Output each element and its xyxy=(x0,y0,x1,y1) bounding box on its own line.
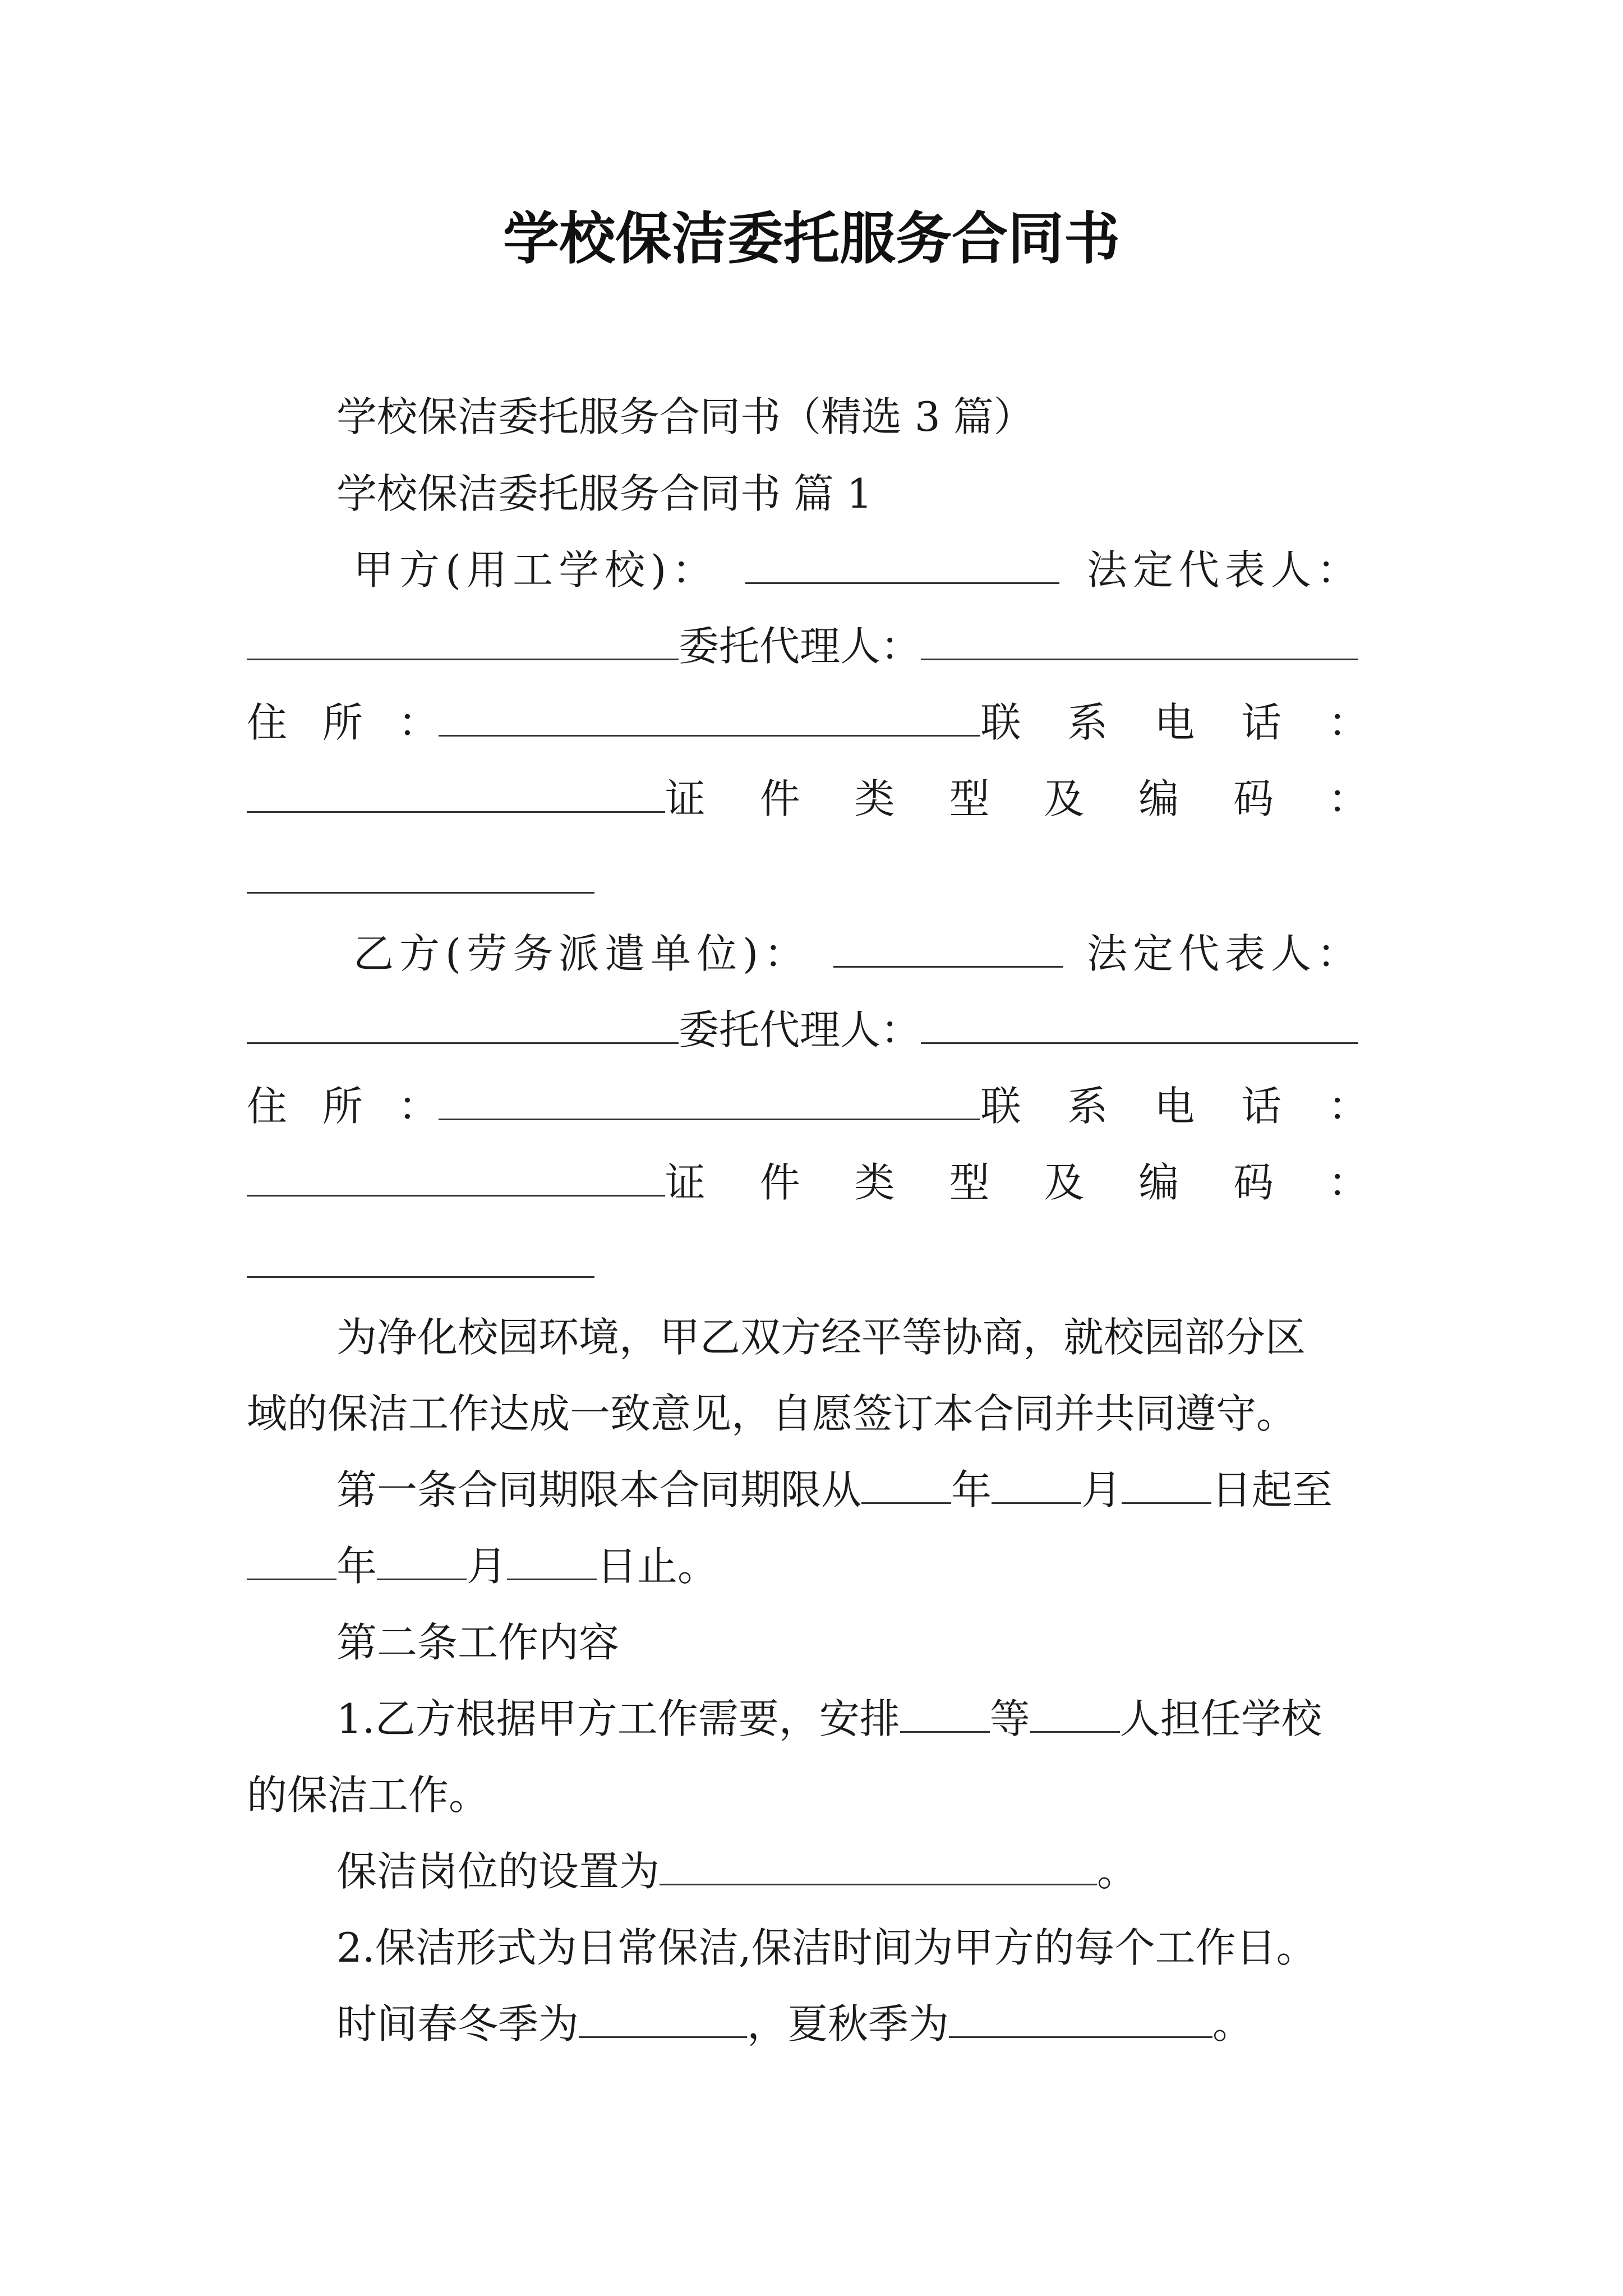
party-b-id-blank[interactable] xyxy=(247,1276,594,1278)
season-time-mid: ，夏秋季为 xyxy=(747,2000,949,2047)
article-1-day-to-label: 日止。 xyxy=(597,1543,718,1590)
start-year-blank[interactable] xyxy=(861,1462,951,1504)
party-b-id-label: 证 件 类 型 及 编 码 ： xyxy=(665,1159,1368,1206)
party-b-address-label: 住 所 ： xyxy=(247,1083,439,1130)
start-day-blank[interactable] xyxy=(1122,1462,1211,1504)
party-b-legal-rep-blank[interactable] xyxy=(247,1002,679,1044)
item-1-line-2: 的保洁工作。 xyxy=(247,1772,490,1819)
article-1-line-1 xyxy=(336,1462,1332,1518)
party-a-id-blank[interactable] xyxy=(247,892,594,894)
article-1-month-label: 月 xyxy=(1081,1466,1122,1513)
party-a-legal-rep-label: 法定代表人： xyxy=(1086,546,1363,593)
article-1-prefix: 第一条合同期限本合同期限从 xyxy=(336,1466,862,1513)
party-a-phone-label: 联 系 电 话 ： xyxy=(980,699,1368,746)
item-1-mid: 等 xyxy=(989,1695,1030,1742)
season-time-suffix: 。 xyxy=(1212,2000,1253,2047)
staff-name-blank[interactable] xyxy=(900,1691,990,1733)
end-month-blank[interactable] xyxy=(377,1538,467,1580)
intro-line-2: 域的保洁工作达成一致意见，自愿签订本合同并共同遵守。 xyxy=(247,1390,1297,1437)
subtitle-selection: 学校保洁委托服务合同书（精选 3 篇） xyxy=(336,393,1034,440)
season-time-line xyxy=(336,1996,1253,2052)
party-b-row xyxy=(353,926,1363,982)
item-1-suffix: 人担任学校 xyxy=(1119,1695,1322,1742)
party-b-agent-row xyxy=(247,1002,1380,1058)
staff-count-blank[interactable] xyxy=(1030,1691,1120,1733)
party-a-id-label: 证 件 类 型 及 编 码 ： xyxy=(665,775,1368,822)
party-a-agent-blank[interactable] xyxy=(921,618,1358,660)
party-a-address-row xyxy=(247,694,1368,751)
winter-time-blank[interactable] xyxy=(579,1996,747,2038)
start-month-blank[interactable] xyxy=(992,1462,1081,1504)
end-day-blank[interactable] xyxy=(507,1538,597,1580)
article-1-end-month-label: 月 xyxy=(467,1543,508,1590)
party-a-address-blank[interactable] xyxy=(439,694,981,737)
article-2-title: 第二条工作内容 xyxy=(336,1619,620,1666)
party-a-agent-label: 委托代理人： xyxy=(679,623,921,670)
party-b-legal-rep-label: 法定代表人： xyxy=(1086,930,1363,977)
post-setting-blank[interactable] xyxy=(660,1843,1097,1885)
article-1-day-from-label: 日起至 xyxy=(1211,1466,1333,1513)
item-1-line-1 xyxy=(336,1691,1322,1747)
party-a-phone-blank[interactable] xyxy=(247,771,665,813)
party-a-id-row xyxy=(247,771,1368,827)
item-1-prefix: 1.乙方根据甲方工作需要，安排 xyxy=(336,1695,900,1742)
post-setting-line xyxy=(336,1843,1137,1899)
party-a-name-blank[interactable] xyxy=(745,542,1059,584)
party-a-label: 甲方(用工学校)： xyxy=(353,546,718,593)
post-setting-prefix: 保洁岗位的设置为 xyxy=(336,1848,660,1895)
party-a-address-label: 住 所 ： xyxy=(247,699,439,746)
article-1-end-year-label: 年 xyxy=(336,1543,377,1590)
party-b-agent-label: 委托代理人： xyxy=(679,1006,921,1053)
article-1-line-2 xyxy=(247,1538,718,1594)
summer-time-blank[interactable] xyxy=(949,1996,1212,2038)
party-b-phone-label: 联 系 电 话 ： xyxy=(980,1083,1368,1130)
party-a-legal-rep-blank[interactable] xyxy=(247,618,679,660)
party-a-row xyxy=(353,542,1363,598)
season-time-prefix: 时间春冬季为 xyxy=(336,2000,579,2047)
post-setting-suffix: 。 xyxy=(1097,1848,1138,1895)
party-a-agent-row xyxy=(247,618,1380,674)
party-b-id-row xyxy=(247,1154,1368,1211)
party-b-label: 乙方(劳务派遣单位)： xyxy=(353,930,810,977)
party-b-name-blank[interactable] xyxy=(833,926,1063,968)
article-1-year-label: 年 xyxy=(951,1466,992,1513)
party-b-phone-blank[interactable] xyxy=(247,1154,665,1197)
intro-line-1: 为净化校园环境，甲乙双方经平等协商，就校园部分区 xyxy=(336,1314,1306,1361)
party-b-address-row xyxy=(247,1078,1368,1134)
party-b-address-blank[interactable] xyxy=(439,1078,981,1120)
item-2-line: 2.保洁形式为日常保洁,保洁时间为甲方的每个工作日。 xyxy=(336,1924,1317,1971)
document-title: 学校保洁委托服务合同书 xyxy=(503,205,1120,272)
party-b-agent-blank[interactable] xyxy=(921,1002,1358,1044)
end-year-blank[interactable] xyxy=(247,1538,336,1580)
subtitle-part: 学校保洁委托服务合同书 篇 1 xyxy=(336,470,873,517)
